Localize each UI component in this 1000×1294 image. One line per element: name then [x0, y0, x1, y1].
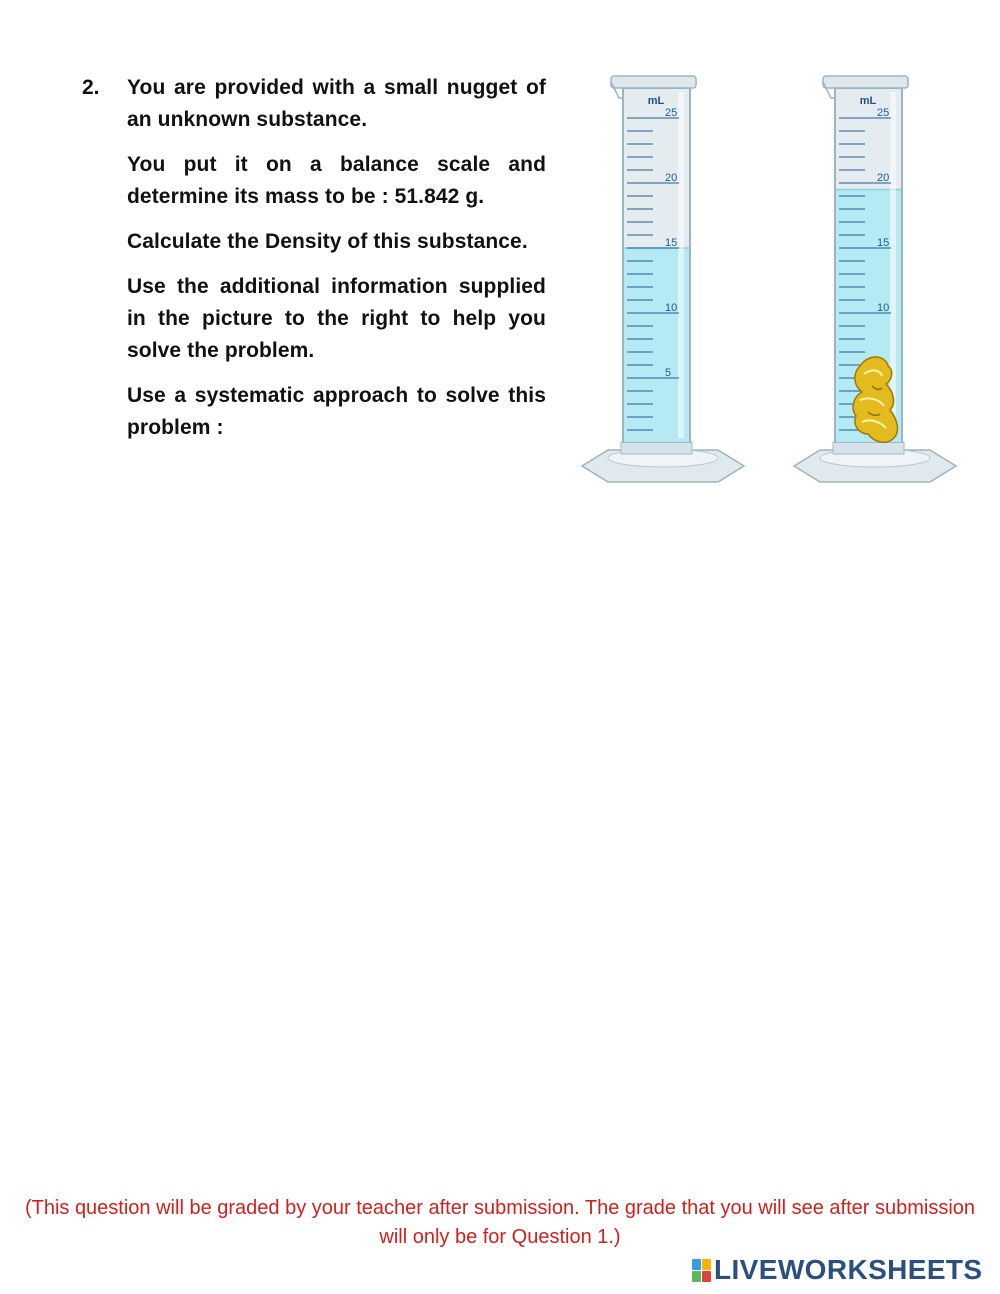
question-paragraph: Calculate the Density of this substance. [127, 230, 528, 253]
question-paragraph: You are provided with a small nugget of an unknown substance. [127, 76, 546, 131]
unit-label: mL [647, 95, 665, 107]
scale-label: 15 [877, 237, 890, 249]
unit-label: mL [859, 95, 877, 107]
cylinder-svg [790, 70, 960, 490]
scale-label: 25 [877, 107, 890, 119]
scale-label: 20 [877, 172, 890, 184]
question-paragraph: Use a systematic approach to solve this problem : [127, 384, 546, 439]
scale-label: 10 [877, 302, 890, 314]
cylinder-svg [578, 70, 748, 490]
scale-label: 25 [665, 107, 678, 119]
question-paragraph: Use the additional information supplied in the picture to the right to help you solve the problem. [127, 275, 546, 362]
question-paragraph: You put it on a balance scale and determine its mass to be : 51.842 g. [127, 153, 546, 208]
gold-nugget-icon [853, 357, 897, 442]
scale-label: 10 [665, 302, 678, 314]
graduated-cylinders-illustration [578, 70, 958, 500]
grading-note: (This question will be graded by your teacher after submission. The grade that you will see after submission will only be for Question 1.) [24, 1197, 976, 1248]
question-body [127, 72, 546, 457]
logo-text: LIVEWORKSHEETS [714, 1254, 983, 1285]
liveworksheets-logo [692, 1254, 983, 1286]
graduated-cylinder-with-nugget [790, 70, 960, 490]
logo-mark-icon [692, 1259, 711, 1282]
scale-label: 5 [665, 367, 672, 379]
scale-label: 20 [665, 172, 678, 184]
scale-label: 15 [665, 237, 678, 249]
graduated-cylinder-initial [578, 70, 748, 490]
question-number: 2. [82, 76, 100, 99]
